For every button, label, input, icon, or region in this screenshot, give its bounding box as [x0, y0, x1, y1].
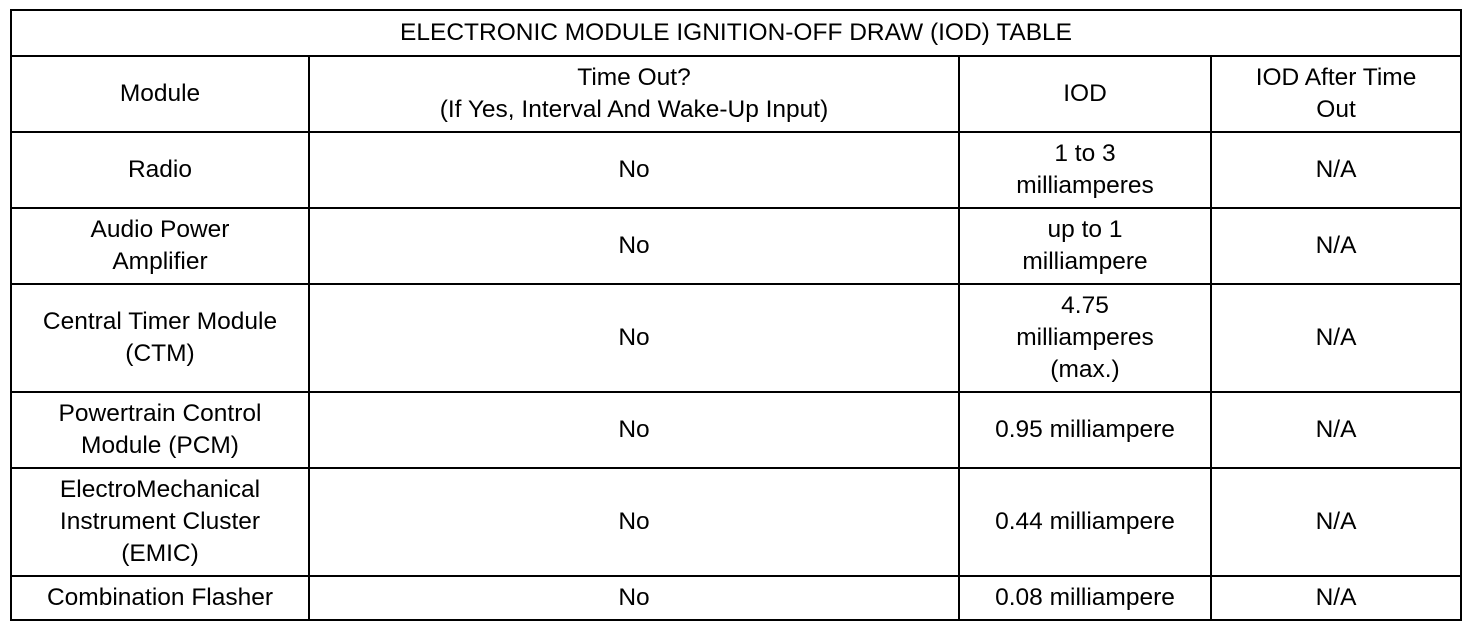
table-row: [11, 284, 1461, 392]
cell-iod: 0.95 milliampere: [959, 392, 1211, 468]
cell-module: ElectroMechanical Instrument Cluster (EMIC): [11, 468, 309, 576]
cell-timeout: No: [309, 284, 959, 392]
table-title: ELECTRONIC MODULE IGNITION-OFF DRAW (IOD) TABLE: [11, 10, 1461, 56]
header-iod: IOD: [959, 56, 1211, 132]
table-row: [11, 208, 1461, 284]
cell-iod: up to 1 milliampere: [959, 208, 1211, 284]
header-iod-after-time-out: IOD After Time Out: [1211, 56, 1461, 132]
cut-off-footnote: [10, 620, 1460, 634]
cell-timeout: No: [309, 576, 959, 620]
cell-iod-after: N/A: [1211, 284, 1461, 392]
cell-iod-after: N/A: [1211, 576, 1461, 620]
cell-iod: 1 to 3 milliamperes: [959, 132, 1211, 208]
header-module: Module: [11, 56, 309, 132]
cell-iod-after: N/A: [1211, 468, 1461, 576]
cell-iod: 0.08 milliampere: [959, 576, 1211, 620]
table-row: [11, 392, 1461, 468]
cell-timeout: No: [309, 208, 959, 284]
cell-module: Audio Power Amplifier: [11, 208, 309, 284]
cell-module: Combination Flasher: [11, 576, 309, 620]
cell-module: Powertrain Control Module (PCM): [11, 392, 309, 468]
cell-iod-after: N/A: [1211, 208, 1461, 284]
iod-table: [10, 9, 1462, 621]
cell-iod: 0.44 milliampere: [959, 468, 1211, 576]
cell-timeout: No: [309, 392, 959, 468]
cell-iod: 4.75 milliamperes (max.): [959, 284, 1211, 392]
cell-iod-after: N/A: [1211, 392, 1461, 468]
header-time-out: Time Out? (If Yes, Interval And Wake-Up Input): [309, 56, 959, 132]
table-row: [11, 576, 1461, 620]
table-header-row: [11, 56, 1461, 132]
table-row: [11, 468, 1461, 576]
cell-timeout: No: [309, 468, 959, 576]
cell-timeout: No: [309, 132, 959, 208]
table-title-row: [11, 10, 1461, 56]
table-row: [11, 132, 1461, 208]
cell-module: Central Timer Module (CTM): [11, 284, 309, 392]
cell-module: Radio: [11, 132, 309, 208]
cell-iod-after: N/A: [1211, 132, 1461, 208]
